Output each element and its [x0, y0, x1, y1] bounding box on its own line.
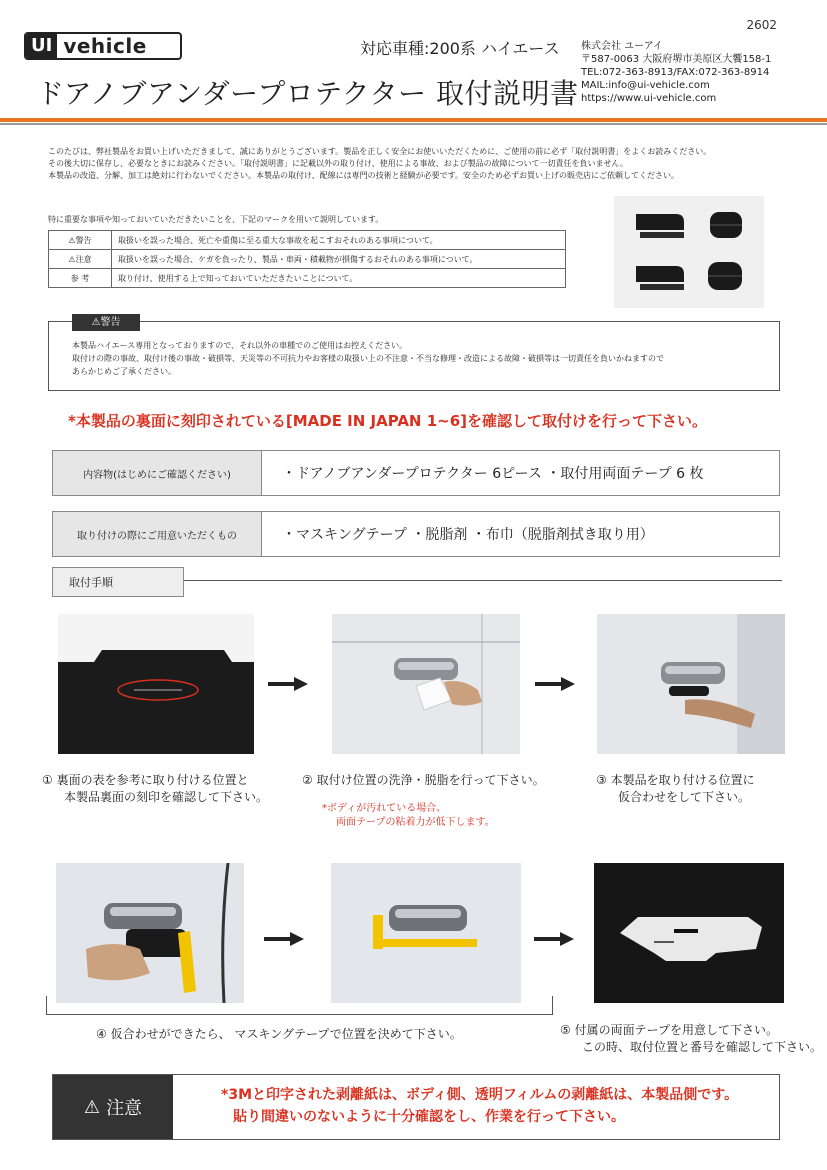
arrow-right-icon	[268, 677, 308, 691]
taped-position-illustration	[331, 863, 521, 1003]
marks-intro: 特に重要な事項や知っておいていただきたいことを、下記のマークを用いて説明しています。	[48, 215, 384, 224]
vehicle-type: 対応車種:200系 ハイエース	[360, 39, 560, 58]
page-title: ドアノブアンダープロテクター 取付説明書	[36, 77, 579, 110]
warning-line: あらかじめご了承ください。	[72, 367, 176, 376]
caution-line: *3Mと印字された剥離紙は、ボディ側、透明フィルムの剥離紙は、本製品側です。	[221, 1087, 739, 1103]
prepare-box	[52, 511, 780, 557]
mark-description: 取り付け、使用する上で知っておいていただきたいことについて。	[112, 269, 566, 288]
step5-text: ⑤ 付属の両面テープを用意して下さい。	[560, 1023, 778, 1037]
intro-text	[48, 146, 788, 182]
company-tel: TEL:072-363-8913/FAX:072-363-8914	[581, 67, 770, 78]
mark-description: 取扱いを誤った場合、ケガを負ったり、製品・車両・積載物が損傷するおそれのある事項について。	[112, 250, 566, 269]
caution-line: 貼り間違いのないように十分確認をし、作業を行って下さい。	[233, 1109, 625, 1125]
caution-triangle-icon: ⚠	[83, 1096, 101, 1118]
step1-text: ① 裏面の表を参考に取り付ける位置と	[42, 773, 249, 787]
procedure-tab: 取付手順	[52, 567, 184, 597]
table-row	[49, 250, 566, 269]
product-pieces-illustration	[614, 196, 764, 308]
step1-photo	[58, 614, 254, 754]
caution-triangle-icon: ⚠	[68, 254, 76, 264]
warning-triangle-icon: ⚠	[68, 235, 76, 245]
cleaning-door-illustration	[332, 614, 520, 754]
caution-header	[53, 1075, 173, 1139]
intro-line: 本製品の改造、分解、加工は絶対に行わないでください。本製品の取付け、配線には専門の技術と経験が必要です。安全のため必ずお買い上げの販売店にご依頼してください。	[48, 171, 680, 180]
step2-photo	[332, 614, 520, 754]
step1-caption	[42, 772, 302, 806]
masking-tape-illustration	[56, 863, 244, 1003]
protector-back-illustration	[58, 614, 254, 754]
company-url[interactable]: https://www.ui-vehicle.com	[581, 93, 717, 104]
prepare-label: 取り付けの際にご用意いただくもの	[53, 512, 262, 556]
logo-ui-text: UI	[26, 34, 57, 58]
mark-label-caution: ⚠注意	[49, 250, 112, 269]
warning-label: ⚠警告	[72, 314, 140, 331]
warning-text	[72, 339, 772, 378]
double-sided-tape-illustration	[594, 863, 784, 1003]
company-name: 株式会社 ユーアイ	[581, 41, 663, 52]
header-divider-grey	[0, 123, 827, 125]
warning-triangle-icon: ⚠	[91, 317, 101, 328]
step3-caption	[596, 772, 826, 806]
warning-line: 本製品ハイエース専用となっておりますので、それ以外の車種でのご使用はお控えください。	[72, 341, 408, 350]
contents-label: 内容物(はじめにご確認ください)	[53, 451, 262, 495]
company-address: 〒587-0063 大阪府堺市美原区大饗158-1	[581, 54, 772, 65]
step5-caption	[560, 1022, 822, 1056]
step2-note-line: *ボディが汚れている場合、	[322, 803, 447, 814]
logo-vehicle-text: vehicle	[63, 34, 147, 58]
company-mail: MAIL:info@ui-vehicle.com	[581, 80, 710, 91]
made-in-japan-notice: *本製品の裏面に刻印されている[MADE IN JAPAN 1~6]を確認して取付けを行って下さい。	[68, 412, 708, 430]
mark-label-reference: 参 考	[49, 269, 112, 288]
test-fit-illustration	[597, 614, 785, 754]
table-row	[49, 231, 566, 250]
intro-line: その後大切に保存し、必要なときにお読みください。「取付説明書」に記載以外の取り付け、使用による事故、および製品の故障について一切責任を負いません。	[48, 159, 628, 168]
step4-caption: ④ 仮合わせができたら、 マスキングテープで位置を決めて下さい。	[96, 1027, 462, 1041]
product-photo	[614, 196, 764, 308]
procedure-divider	[184, 580, 782, 581]
company-info	[581, 40, 771, 105]
step4-bracket	[46, 996, 553, 1015]
step1-text: 本製品裏面の刻印を確認して下さい。	[64, 790, 269, 804]
caution-body	[173, 1075, 779, 1139]
document-number: 2602	[746, 18, 777, 32]
step3-text: 仮合わせをして下さい。	[618, 790, 751, 804]
contents-value: ・ドアノブアンダープロテクター 6ピース ・取付用両面テープ 6 枚	[282, 466, 704, 482]
prepare-value: ・マスキングテープ ・脱脂剤 ・布巾（脱脂剤拭き取り用）	[282, 527, 654, 543]
caution-box	[52, 1074, 780, 1140]
caution-label: 注意	[106, 1098, 143, 1119]
step2-note-line: 両面テープの粘着力が低下します。	[336, 817, 495, 828]
mark-label-warning: ⚠警告	[49, 231, 112, 250]
step4-photo-b	[331, 863, 521, 1003]
arrow-right-icon	[534, 932, 574, 946]
header-divider-orange	[0, 118, 827, 122]
arrow-right-icon	[535, 677, 575, 691]
arrow-right-icon	[264, 932, 304, 946]
step3-photo	[597, 614, 785, 754]
step5-photo	[594, 863, 784, 1003]
contents-box	[52, 450, 780, 496]
table-row	[49, 269, 566, 288]
step2-note	[322, 802, 572, 830]
marks-table	[48, 230, 566, 288]
intro-line: このたびは、弊社製品をお買い上げいただきまして、誠にありがとうございます。製品を正しく安全にお使いいただくために、ご使用の前に必ず「取付説明書」をよくお読みください。	[48, 147, 712, 156]
step4-photo-a	[56, 863, 244, 1003]
step2-caption: ② 取付け位置の洗浄・脱脂を行って下さい。	[302, 773, 545, 787]
warning-line: 取付けの際の事故、取付け後の事故・破損等、天災等の不可抗力やお客様の取扱い上の不注意・不当な修理・改造による故障・破損等は一切責任を負いかねますので	[72, 354, 664, 363]
step5-text: この時、取付位置と番号を確認して下さい。	[582, 1040, 823, 1054]
mark-description: 取扱いを誤った場合、死亡や重傷に至る重大な事故を起こすおそれのある事項について。	[112, 231, 566, 250]
brand-logo	[24, 32, 182, 60]
step3-text: ③ 本製品を取り付ける位置に	[596, 773, 755, 787]
